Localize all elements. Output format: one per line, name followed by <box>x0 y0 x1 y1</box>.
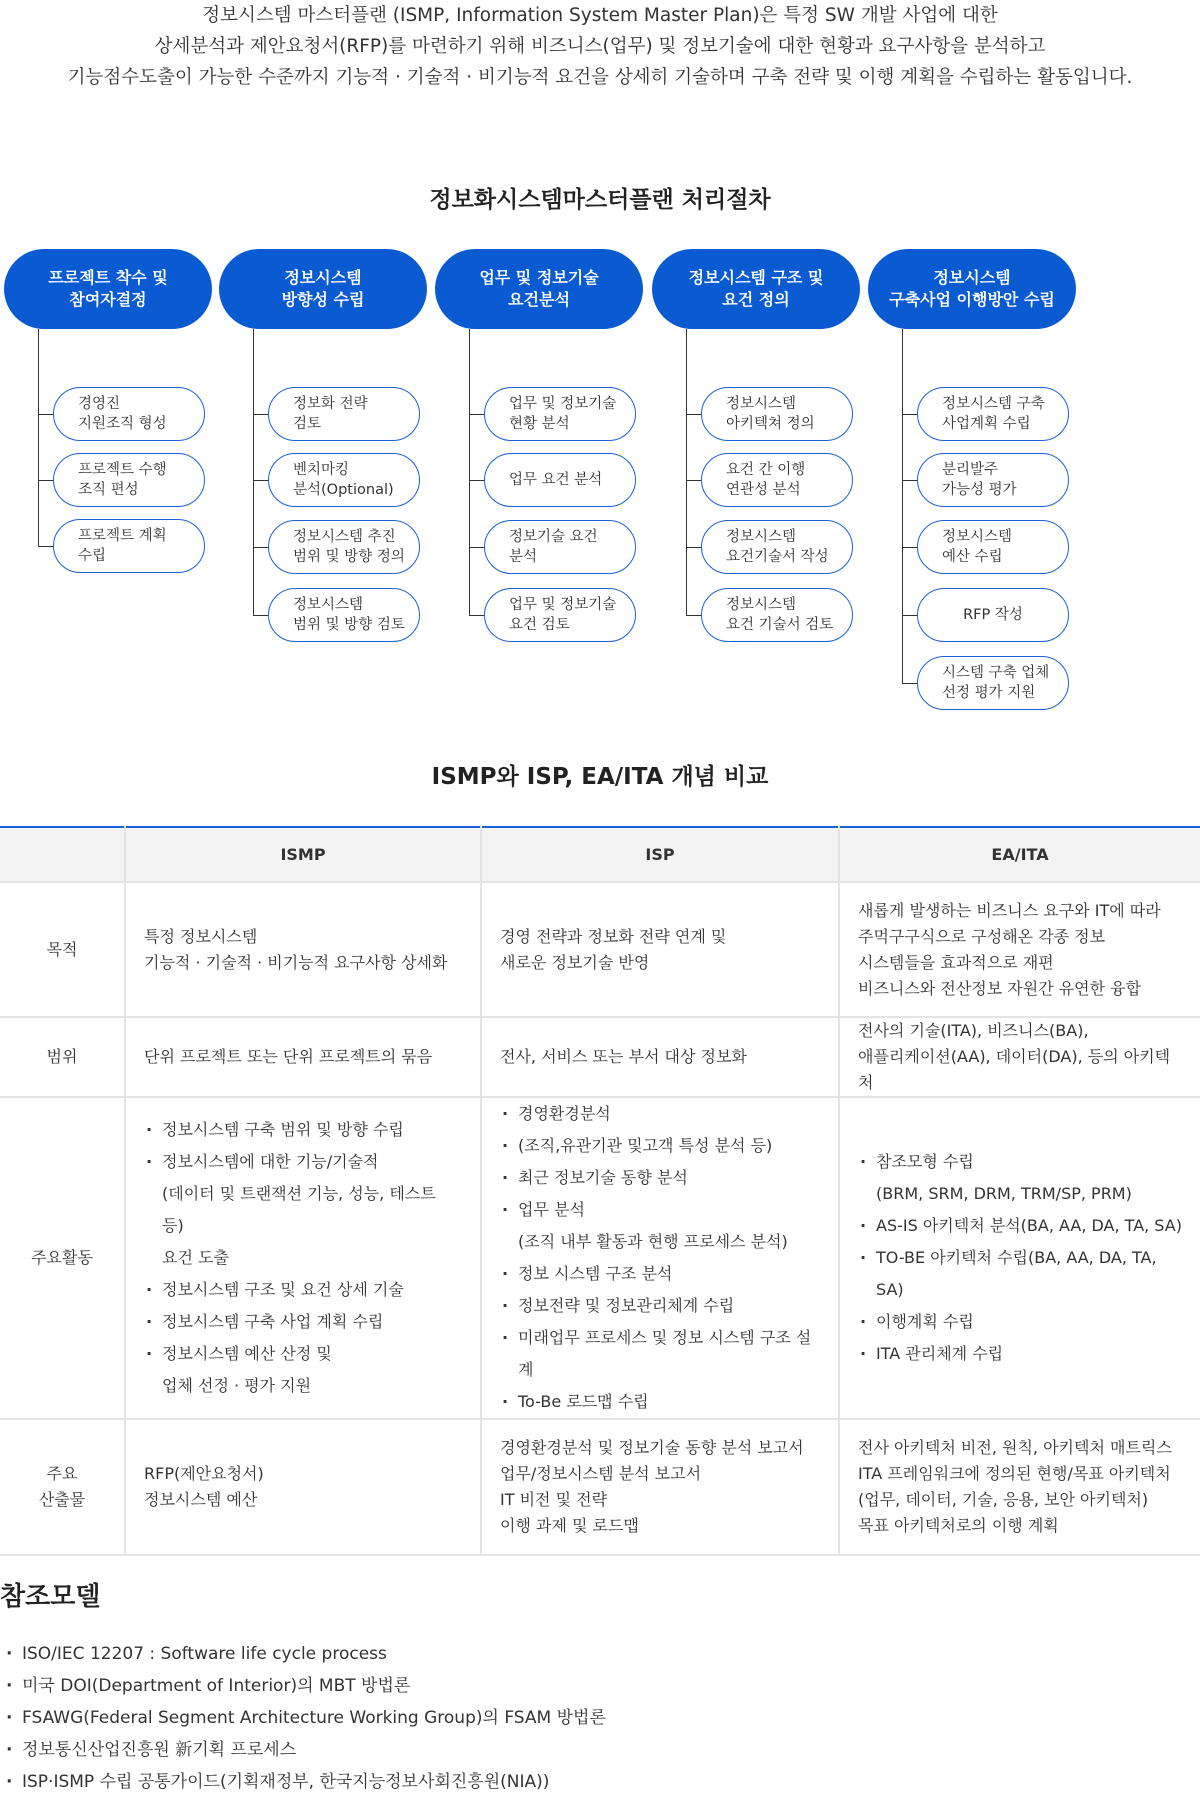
connector-line <box>902 329 903 683</box>
connector-line <box>469 329 470 615</box>
substep-text <box>509 470 602 490</box>
text-line: 전사 아키텍처 비전, 원칙, 아키텍처 매트릭스 <box>858 1438 1172 1457</box>
list-item: · 참조모형 수립 <box>858 1146 1182 1178</box>
substep-text <box>942 527 1012 567</box>
text-line: 범위 및 방향 정의 <box>293 549 405 565</box>
reference-item: · 정보통신산업진흥원 新기획 프로세스 <box>0 1734 606 1766</box>
text-line: 정보기술 요건 <box>509 529 598 545</box>
text-line: 정보시스템 <box>293 597 364 613</box>
text-line: 정보시스템 예산 <box>144 1490 258 1509</box>
substep-text <box>726 394 815 434</box>
text-line: 분석(Optional) <box>293 482 394 498</box>
reference-item: · FSAWG(Federal Segment Architecture Working Group)의 FSAM 방법론 <box>0 1702 606 1734</box>
connector-branch <box>469 480 485 481</box>
table-row <box>0 1419 1200 1555</box>
reference-item: · ISO/IEC 12207 : Software life cycle process <box>0 1638 606 1670</box>
text-line: 방향성 수립 <box>281 290 365 309</box>
connector-branch <box>469 547 485 548</box>
process-substep <box>917 520 1069 574</box>
activity-list <box>144 1114 462 1402</box>
process-substep <box>701 387 853 441</box>
connector-branch <box>253 615 269 616</box>
text-line: 요건 간 이행 <box>726 462 806 478</box>
connector-line <box>253 329 254 615</box>
list-item: · (조직,유관기관 및고객 특성 분석 등) <box>500 1130 820 1162</box>
text-line: 벤치마킹 <box>293 462 350 478</box>
process-step-header <box>4 249 212 329</box>
process-column <box>652 249 862 719</box>
text-line: 요건분석 <box>508 290 570 309</box>
text-line: 경영진 <box>78 396 121 412</box>
process-title: 정보화시스템마스터플랜 처리절차 <box>429 187 771 213</box>
process-substep <box>917 588 1069 642</box>
process-substep <box>701 453 853 507</box>
table-cell <box>125 1017 481 1097</box>
connector-branch <box>902 414 918 415</box>
process-substep <box>917 453 1069 507</box>
text-line: 가능성 평가 <box>942 482 1017 498</box>
text-line: 기능적 · 기술적 · 비기능적 요구사항 상세화 <box>144 952 448 972</box>
process-substep <box>917 656 1069 710</box>
reference-title: 참조모델 <box>0 1582 101 1612</box>
text-line: 전사, 서비스 또는 부서 대상 정보화 <box>500 1047 747 1066</box>
text-line: 프로젝트 착수 및 <box>48 268 168 287</box>
process-step-header <box>219 249 427 329</box>
connector-branch <box>902 683 918 684</box>
process-step-header <box>868 249 1076 329</box>
substep-text <box>942 394 1045 434</box>
substep-text <box>726 595 833 635</box>
process-substep <box>917 387 1069 441</box>
list-item: · 정보 시스템 구조 분석 <box>500 1258 820 1290</box>
comparison-table <box>0 826 1200 1556</box>
substep-text <box>293 527 405 567</box>
intro-text <box>0 0 1200 93</box>
list-item: · 정보전략 및 정보관리체계 수립 <box>500 1290 820 1322</box>
list-item: · 경영환경분석 <box>500 1098 820 1130</box>
text-line: ITA 프레임워크에 정의된 현행/목표 아키텍처 <box>858 1464 1171 1483</box>
connector-branch <box>902 547 918 548</box>
process-substep <box>268 453 420 507</box>
text-line: 정보시스템 <box>726 597 797 613</box>
list-item: · 정보시스템 구조 및 요건 상세 기술 <box>144 1274 462 1306</box>
text-line: 아키텍쳐 정의 <box>726 416 815 432</box>
comparison-title: ISMP와 ISP, EA/ITA 개념 비교 <box>431 764 769 790</box>
process-substep <box>53 519 205 573</box>
text-line: 정보시스템 구축 <box>942 396 1045 412</box>
text-line: 프로젝트 계획 <box>78 528 167 544</box>
process-step-header <box>435 249 643 329</box>
text-line: 조직 편성 <box>78 482 139 498</box>
process-substep <box>268 588 420 642</box>
list-item: · 정보시스템 구축 범위 및 방향 수립 <box>144 1114 462 1146</box>
reference-item: · 미국 DOI(Department of Interior)의 MBT 방법론 <box>0 1670 606 1702</box>
process-column <box>4 249 214 719</box>
text-line: 요건 기술서 검토 <box>726 617 834 633</box>
text-line: 산출물 <box>38 1490 86 1509</box>
connector-branch <box>686 547 702 548</box>
list-item: · 이행계획 수립 <box>858 1306 1182 1338</box>
connector-branch <box>686 480 702 481</box>
process-column <box>219 249 429 719</box>
text-line: 정보시스템 구조 및 <box>688 268 824 287</box>
connector-branch <box>469 615 485 616</box>
text-line: 업무 요건 분석 <box>509 472 603 488</box>
text-line: 프로젝트 수행 <box>78 462 167 478</box>
intro-line: 기능점수도출이 가능한 수준까지 기능적 · 기술적 · 비기능적 요건을 상세히 기술하며 구축 전략 및 이행 계획을 수립하는 활동입니다. <box>67 67 1133 88</box>
text-line: RFP(제안요청서) <box>144 1464 264 1483</box>
text-line: 시스템들을 효과적으로 재편 <box>858 952 1054 972</box>
header-text <box>48 267 167 311</box>
substep-text <box>293 460 394 500</box>
text-line: 경영 전략과 정보화 전략 연계 및 <box>500 926 727 946</box>
header-text <box>479 267 598 311</box>
substep-text <box>942 460 1017 500</box>
text-line: 구축사업 이행방안 수립 <box>889 290 1055 309</box>
substep-text <box>293 394 368 434</box>
substep-text <box>942 663 1049 703</box>
text-line: 정보시스템 <box>284 268 362 287</box>
row-label <box>0 882 125 1017</box>
connector-branch <box>253 414 269 415</box>
intro-line: 상세분석과 제안요청서(RFP)를 마련하기 위해 비즈니스(업무) 및 정보기술에 대한 현황과 요구사항을 분석하고 <box>154 36 1046 57</box>
text-line: 주요활동 <box>31 1248 93 1267</box>
connector-branch <box>38 414 54 415</box>
list-item: · To-Be 로드맵 수립 <box>500 1386 820 1418</box>
table-cell <box>481 882 839 1017</box>
text-line: 정보시스템 <box>726 396 797 412</box>
text-line: 검토 <box>293 416 322 432</box>
list-item: · AS-IS 아키텍처 분석(BA, AA, DA, TA, SA) <box>858 1210 1182 1242</box>
substep-text <box>78 460 167 500</box>
text-line: 정보시스템 <box>726 529 797 545</box>
list-item: · 정보시스템 구축 사업 계획 수립 <box>144 1306 462 1338</box>
list-item: · 업무 분석 <box>500 1194 820 1226</box>
process-substep <box>484 588 636 642</box>
connector-branch <box>686 615 702 616</box>
text-line: (업무, 데이터, 기술, 응용, 보안 아키텍처) <box>858 1490 1149 1509</box>
text-line: 참여자결정 <box>69 290 147 309</box>
text-line: 선정 평가 지원 <box>942 685 1036 701</box>
process-step-header <box>652 249 860 329</box>
text-line: 정보시스템 추진 <box>293 529 396 545</box>
header-isp: ISP <box>481 827 839 882</box>
table-row <box>0 1017 1200 1097</box>
row-label <box>0 1419 125 1555</box>
table-row <box>0 882 1200 1017</box>
connector-line <box>686 329 687 615</box>
table-cell <box>481 1097 839 1419</box>
text-line: 사업계획 수립 <box>942 416 1031 432</box>
header-text <box>282 267 365 311</box>
process-substep <box>701 588 853 642</box>
text-line: 업무 및 정보기술 <box>509 396 617 412</box>
text-line: 비즈니스와 전산정보 자원간 유연한 융합 <box>858 978 1142 998</box>
table-header-row <box>0 827 1200 882</box>
list-item: 요건 도출 <box>162 1248 229 1267</box>
text-line: 애플리케이션(AA), 데이터(DA), 등의 아키텍처 <box>858 1047 1171 1092</box>
text-line: 단위 프로젝트 또는 단위 프로젝트의 묶음 <box>144 1047 433 1066</box>
process-substep <box>53 387 205 441</box>
substep-text <box>293 595 405 635</box>
text-line: 수립 <box>78 548 107 564</box>
intro-line: 정보시스템 마스터플랜 (ISMP, Information System Master Plan)은 특정 SW 개발 사업에 대한 <box>202 5 998 26</box>
text-line: 범위 <box>46 1047 78 1066</box>
text-line: 이행 과제 및 로드맵 <box>500 1516 639 1535</box>
table-cell <box>839 1017 1200 1097</box>
text-line: IT 비전 및 전략 <box>500 1490 608 1509</box>
reference-list <box>0 1638 606 1798</box>
text-line: 목표 아키텍처로의 이행 계획 <box>858 1516 1059 1535</box>
list-item: (BRM, SRM, DRM, TRM/SP, PRM) <box>876 1184 1132 1203</box>
table-cell <box>125 1097 481 1419</box>
text-line: 요건기술서 작성 <box>726 549 829 565</box>
text-line: 분석 <box>509 549 538 565</box>
list-item: (조직 내부 활동과 현행 프로세스 분석) <box>518 1232 788 1251</box>
text-line: RFP 작성 <box>963 607 1023 623</box>
text-line: 분리발주 <box>942 462 999 478</box>
text-line: 연관성 분석 <box>726 482 801 498</box>
table-cell <box>839 1097 1200 1419</box>
process-substep <box>268 520 420 574</box>
substep-text <box>509 595 616 635</box>
table-cell <box>125 882 481 1017</box>
connector-branch <box>902 615 918 616</box>
text-line: 범위 및 방향 검토 <box>293 617 405 633</box>
list-item: (데이터 및 트랜잭션 기능, 성능, 테스트 등) <box>162 1184 436 1235</box>
substep-text <box>78 394 167 434</box>
table-cell <box>125 1419 481 1555</box>
text-line: 경영환경분석 및 정보기술 동향 분석 보고서 <box>500 1438 804 1457</box>
connector-branch <box>686 414 702 415</box>
connector-branch <box>253 547 269 548</box>
list-item: · TO-BE 아키텍처 수립(BA, AA, DA, TA, SA) <box>858 1242 1182 1306</box>
table-cell <box>481 1419 839 1555</box>
list-item: 업체 선정 · 평가 지원 <box>162 1376 312 1395</box>
header-ismp: ISMP <box>125 827 481 882</box>
table-row <box>0 1097 1200 1419</box>
text-line: 업무 및 정보기술 <box>479 268 599 287</box>
process-substep <box>484 453 636 507</box>
process-substep <box>484 387 636 441</box>
activity-list <box>858 1146 1182 1370</box>
activity-list <box>500 1098 820 1418</box>
text-line: 요건 정의 <box>722 290 790 309</box>
process-column <box>868 249 1078 719</box>
connector-branch <box>38 546 54 547</box>
header-ea-ita: EA/ITA <box>839 827 1200 882</box>
table-cell <box>839 1419 1200 1555</box>
text-line: 전사의 기술(ITA), 비즈니스(BA), <box>858 1021 1089 1040</box>
text-line: 현황 분석 <box>509 416 570 432</box>
text-line: 정보시스템 <box>942 529 1013 545</box>
row-label <box>0 1017 125 1097</box>
connector-branch <box>38 480 54 481</box>
list-item: · 최근 정보기술 동향 분석 <box>500 1162 820 1194</box>
list-item: · 미래업무 프로세스 및 정보 시스템 구조 설계 <box>500 1322 820 1386</box>
row-label <box>0 1097 125 1419</box>
text-line: 예산 수립 <box>942 549 1003 565</box>
process-substep <box>268 387 420 441</box>
connector-branch <box>253 480 269 481</box>
process-substep <box>484 520 636 574</box>
substep-text <box>78 526 167 566</box>
text-line: 주요 <box>46 1464 78 1483</box>
process-substep <box>701 520 853 574</box>
text-line: 주먹구구식으로 구성해온 각종 정보 <box>858 926 1106 946</box>
list-item: · 정보시스템 예산 산정 및 <box>144 1338 462 1370</box>
connector-branch <box>469 414 485 415</box>
reference-item: · ISP·ISMP 수립 공통가이드(기획재정부, 한국지능정보사회진흥원(NIA)) <box>0 1766 606 1798</box>
connector-line <box>38 329 39 546</box>
list-item: · 정보시스템에 대한 기능/기술적 <box>144 1146 462 1178</box>
substep-text <box>509 527 598 567</box>
text-line: 새롭게 발생하는 비즈니스 요구와 IT에 따라 <box>858 900 1161 920</box>
text-line: 시스템 구축 업체 <box>942 665 1050 681</box>
text-line: 목적 <box>46 939 78 959</box>
process-column <box>435 249 645 719</box>
substep-text <box>726 460 805 500</box>
substep-text <box>726 527 829 567</box>
text-line: 특정 정보시스템 <box>144 926 258 946</box>
substep-text <box>963 605 1023 625</box>
substep-text <box>509 394 616 434</box>
header-text <box>689 267 824 311</box>
text-line: 업무 및 정보기술 <box>509 597 617 613</box>
header-text <box>889 267 1055 311</box>
header-empty <box>0 827 125 882</box>
connector-branch <box>902 480 918 481</box>
text-line: 지원조직 형성 <box>78 416 167 432</box>
text-line: 업무/정보시스템 분석 보고서 <box>500 1464 702 1483</box>
text-line: 요건 검토 <box>509 617 570 633</box>
table-cell <box>839 882 1200 1017</box>
process-substep <box>53 453 205 507</box>
list-item: · ITA 관리체계 수립 <box>858 1338 1182 1370</box>
text-line: 정보화 전략 <box>293 396 368 412</box>
table-cell <box>481 1017 839 1097</box>
text-line: 새로운 정보기술 반영 <box>500 952 650 972</box>
text-line: 정보시스템 <box>933 268 1011 287</box>
